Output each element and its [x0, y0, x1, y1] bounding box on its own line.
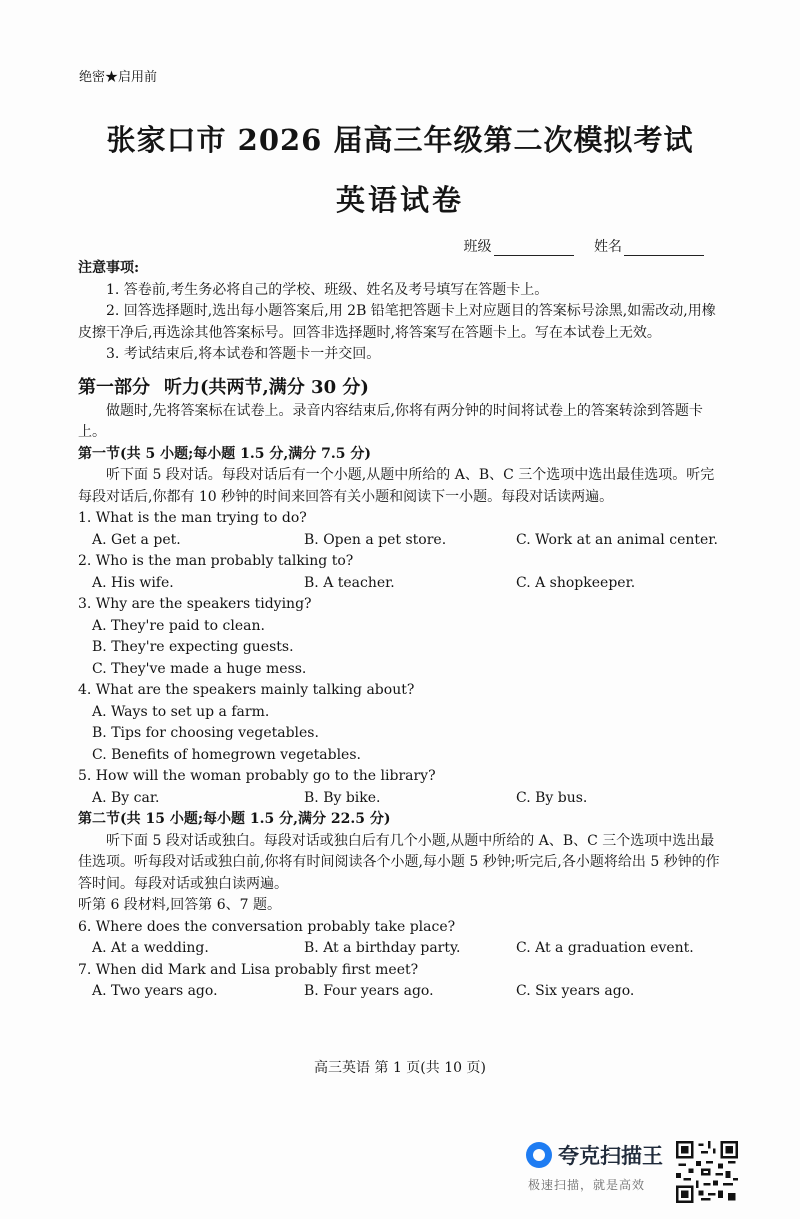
option-row	[78, 573, 722, 595]
question-stem: 1. What is the man trying to do?	[78, 510, 307, 526]
part1-subtitle: 听力(共两节,满分 30 分)	[164, 376, 369, 398]
class-label: 班级	[463, 239, 492, 255]
question-stem: 6. Where does the conversation probably take place?	[78, 918, 456, 935]
part1-intro: 做题时,先将答案标在试卷上。录音内容结束后,你将有两分钟的时间将试卷上的答案转涂到答题卡上。	[78, 402, 703, 440]
option-b: B. Tips for choosing vegetables.	[92, 725, 319, 741]
scanner-badge	[526, 1140, 663, 1170]
exam-subtitle: 英语试卷	[335, 183, 464, 217]
student-info-line	[464, 236, 704, 256]
option-c: C. By bus.	[516, 789, 588, 806]
section1-instruction: 听下面 5 段对话。每段对话后有一个小题,从题中所给的 A、B、C 三个选项中选出最佳选项。听完每段对话后,你都有 10 秒钟的时间来回答有关小题和阅读下一小题。每段对话读两遍。	[78, 467, 715, 505]
option-row	[78, 788, 722, 810]
question-stem: 5. How will the woman probably go to the library?	[78, 768, 436, 784]
section2-heading: 第二节(共 15 小题;每小题 1.5 分,满分 22.5 分)	[78, 811, 391, 827]
option-a: A. They're paid to clean.	[92, 617, 265, 634]
question-stem: 4. What are the speakers mainly talking about?	[78, 682, 415, 698]
page-footer: 高三英语 第 1 页(共 10 页)	[314, 1060, 486, 1076]
scanner-name: 夸克扫描王	[558, 1144, 663, 1168]
option-b: B. By bike.	[304, 789, 381, 806]
quark-logo-icon	[526, 1142, 552, 1168]
name-blank[interactable]	[624, 239, 704, 256]
question-stem: 7. When did Mark and Lisa probably first meet?	[78, 961, 419, 978]
option-b: B. They're expecting guests.	[92, 639, 294, 655]
option-a: A. Two years ago.	[92, 983, 218, 999]
part1-heading	[78, 375, 722, 401]
option-b: B. Open a pet store.	[304, 531, 447, 548]
section2-instruction: 听下面 5 段对话或独白。每段对话或独白后有几个小题,从题中所给的 A、B、C 三个选项中选出最佳选项。听每段对话或独白前,你将有时间阅读各个小题,每小题 5 秒钟;听完后,各小题将给出 5 秒钟的作答时间。每段对话或独白读两遍。	[78, 832, 720, 892]
name-label: 姓名	[594, 239, 622, 255]
section1-heading: 第一节(共 5 小题;每小题 1.5 分,满分 7.5 分)	[78, 445, 371, 462]
option-a: A. By car.	[92, 789, 160, 806]
notice-item: 3. 考试结束后,将本试卷和答题卡一并交回。	[106, 346, 381, 362]
confidential-mark: 绝密★启用前	[79, 70, 158, 85]
option-c: C. They've made a huge mess.	[92, 660, 307, 677]
exam-title: 张家口市 2026 届高三年级第二次模拟考试	[106, 123, 694, 157]
qr-code-icon	[676, 1141, 738, 1203]
option-row	[78, 981, 722, 1003]
option-a: A. At a wedding.	[92, 940, 209, 956]
option-a: A. Get a pet.	[92, 531, 181, 548]
option-c: C. A shopkeeper.	[516, 574, 636, 591]
option-c: C. Benefits of homegrown vegetables.	[92, 746, 361, 763]
option-c: C. At a graduation event.	[516, 940, 694, 956]
option-b: B. Four years ago.	[304, 983, 434, 999]
scanner-slogan: 极速扫描，就是高效	[528, 1178, 646, 1192]
notice-item: 2. 回答选择题时,选出每小题答案后,用 2B 铅笔把答题卡上对应题目的答案标号涂黑,如需改动,用橡皮擦干净后,再选涂其他答案标号。回答非选择题时,将答案写在答题卡上。写在本试卷上无效。	[78, 303, 716, 341]
option-a: A. His wife.	[92, 574, 174, 591]
part1-title: 第一部分	[78, 376, 150, 398]
option-row	[78, 938, 722, 960]
option-a: A. Ways to set up a farm.	[92, 703, 270, 720]
notice-heading: 注意事项:	[78, 260, 140, 276]
notice-item: 1. 答卷前,考生务必将自己的学校、班级、姓名及考号填写在答题卡上。	[106, 281, 549, 298]
option-b: B. At a birthday party.	[304, 940, 461, 956]
exam-content	[78, 258, 722, 1003]
option-b: B. A teacher.	[304, 574, 395, 591]
question-stem: 2. Who is the man probably talking to?	[78, 553, 354, 569]
material-note: 听第 6 段材料,回答第 6、7 题。	[78, 897, 281, 913]
option-row	[78, 530, 722, 552]
option-c: C. Work at an animal center.	[516, 531, 718, 548]
question-stem: 3. Why are the speakers tidying?	[78, 596, 312, 612]
class-blank[interactable]	[494, 239, 574, 256]
option-c: C. Six years ago.	[516, 983, 635, 999]
